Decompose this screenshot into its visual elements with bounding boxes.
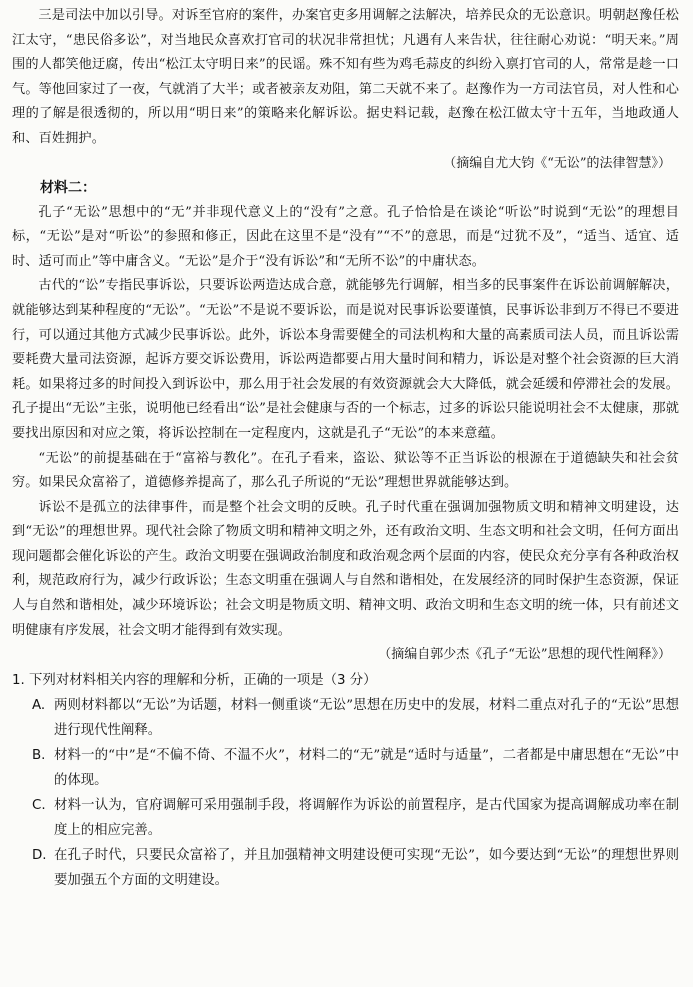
material2-paragraph-2: 古代的“讼”专指民事诉讼，只要诉讼两造达成合意，就能够先行调解，相当多的民事案件在诉讼前调解解决，就能够达到某种程度的“无讼”。“无讼”不是说不要诉讼，而是说对民事诉讼要谨慎，民事诉讼非到万不得已不要进行，可以通过其他方式减少民事诉讼。此外，诉讼本身需要健全的司法机构和大量的高素质司法人员，而且诉讼需要耗费大量司法资源，起诉方要交诉讼费用，诉讼两造都要占用大量时间和精力，诉讼是对整个社会资源的巨大消耗。如果将过多的时间投入到诉讼中，那么用于社会发展的有效资源就会大大降低，就会延缓和停滞社会的发展。孔子提出“无讼”主张，说明他已经看出“讼”是社会健康与否的一个标志，过多的诉讼只能说明社会不太健康，那就要找出原因和对应之策，将诉讼控制在一定程度内，这就是孔子“无讼”的本来意蕴。	[12, 278, 679, 441]
material2-paragraph-3: “无讼”的前提基础在于“富裕与教化”。在孔子看来，盗讼、狱讼等不正当诉讼的根源在于道德缺失和社会贫穷。如果民众富裕了，道德修养提高了，那么孔子所说的“无讼”理想世界就能够达到。	[12, 450, 679, 491]
option-b-text: 材料一的“中”是“不偏不倚、不温不火”，材料二的“无”就是“适时与适量”，二者都是中庸思想在“无讼”中的体现。	[54, 748, 679, 789]
material2-paragraph-1: 孔子“无讼”思想中的“无”并非现代意义上的“没有”之意。孔子恰恰是在谈论“听讼”时说到“无讼”的理想目标，“无讼”是对“听讼”的参照和修正，因此在这里不是“没有”“不”的意思，而是“过犹不及”，“适当、适宜、适时、适可而止”等中庸含义。“无讼”是介于“没有诉讼”和“无所不讼”的中庸状态。	[12, 204, 679, 269]
material1-source: （摘编自尤大钧《“无讼”的法律智慧》）	[443, 155, 671, 171]
option-c-letter: C.	[32, 798, 46, 814]
question-options	[12, 693, 679, 893]
option-a-letter: A.	[32, 698, 46, 714]
option-d-letter: D.	[32, 848, 47, 864]
material2-source: （摘编自郭少杰《孔子“无讼”思想的现代性阐释》）	[378, 647, 671, 663]
material2-heading: 材料二：	[40, 179, 96, 196]
option-b-letter: B.	[32, 748, 46, 764]
option-b	[12, 743, 679, 793]
option-a	[12, 693, 679, 743]
option-d-text: 在孔子时代，只要民众富裕了，并且加强精神文明建设便可实现“无讼”，如今要达到“无讼”的理想世界则要加强五个方面的文明建设。	[54, 848, 679, 889]
question-stem: 1. 下列对材料相关内容的理解和分析，正确的一项是（3 分）	[12, 673, 377, 689]
option-d	[12, 843, 679, 893]
option-c	[12, 793, 679, 843]
material2-paragraph-4: 诉讼不是孤立的法律事件，而是整个社会文明的反映。孔子时代重在强调加强物质文明和精神文明建设，达到“无讼”的理想世界。现代社会除了物质文明和精神文明之外，还有政治文明、生态文明和社会文明，任何方面出现问题都会催化诉讼的产生。政治文明要在强调政治制度和政治观念两个层面的内容，使民众充分享有各种政治权利，规范政府行为，减少行政诉讼；生态文明重在强调人与自然和谐相处，在发展经济的同时保护生态资源，保证人与自然和谐相处，减少环境诉讼；社会文明是物质文明、精神文明、政治文明和生态文明的统一体，只有前述文明健康有序发展，社会文明才能得到有效实现。	[12, 499, 679, 638]
option-a-text: 两则材料都以“无讼”为话题，材料一侧重谈“无讼”思想在历史中的发展，材料二重点对孔子的“无讼”思想进行现代性阐释。	[54, 698, 679, 739]
option-c-text: 材料一认为，官府调解可采用强制手段，将调解作为诉讼的前置程序，是古代国家为提高调解成功率在制度上的相应完善。	[54, 798, 679, 839]
material1-tail-paragraph: 三是司法中加以引导。对诉至官府的案件，办案官吏多用调解之法解决，培养民众的无讼意识。明朝赵豫任松江太守，“患民俗多讼”，对当地民众喜欢打官司的状况非常担忧；凡遇有人来告状，往往耐心劝说：“明天来。”周围的人都笑他迂腐，传出“松江太守明日来”的民谣。殊不知有些为鸡毛蒜皮的纠纷入禀打官司的人，常常是趁一口气。等他回家过了一夜，气就消了大半；或者被亲友劝阻，第二天就不来了。赵豫作为一方司法官员，对人性和心理的了解是很透彻的，所以用“明日来”的策略来化解诉讼。据史料记载，赵豫在松江做太守十五年，当地政通人和、百姓拥护。	[12, 8, 679, 146]
